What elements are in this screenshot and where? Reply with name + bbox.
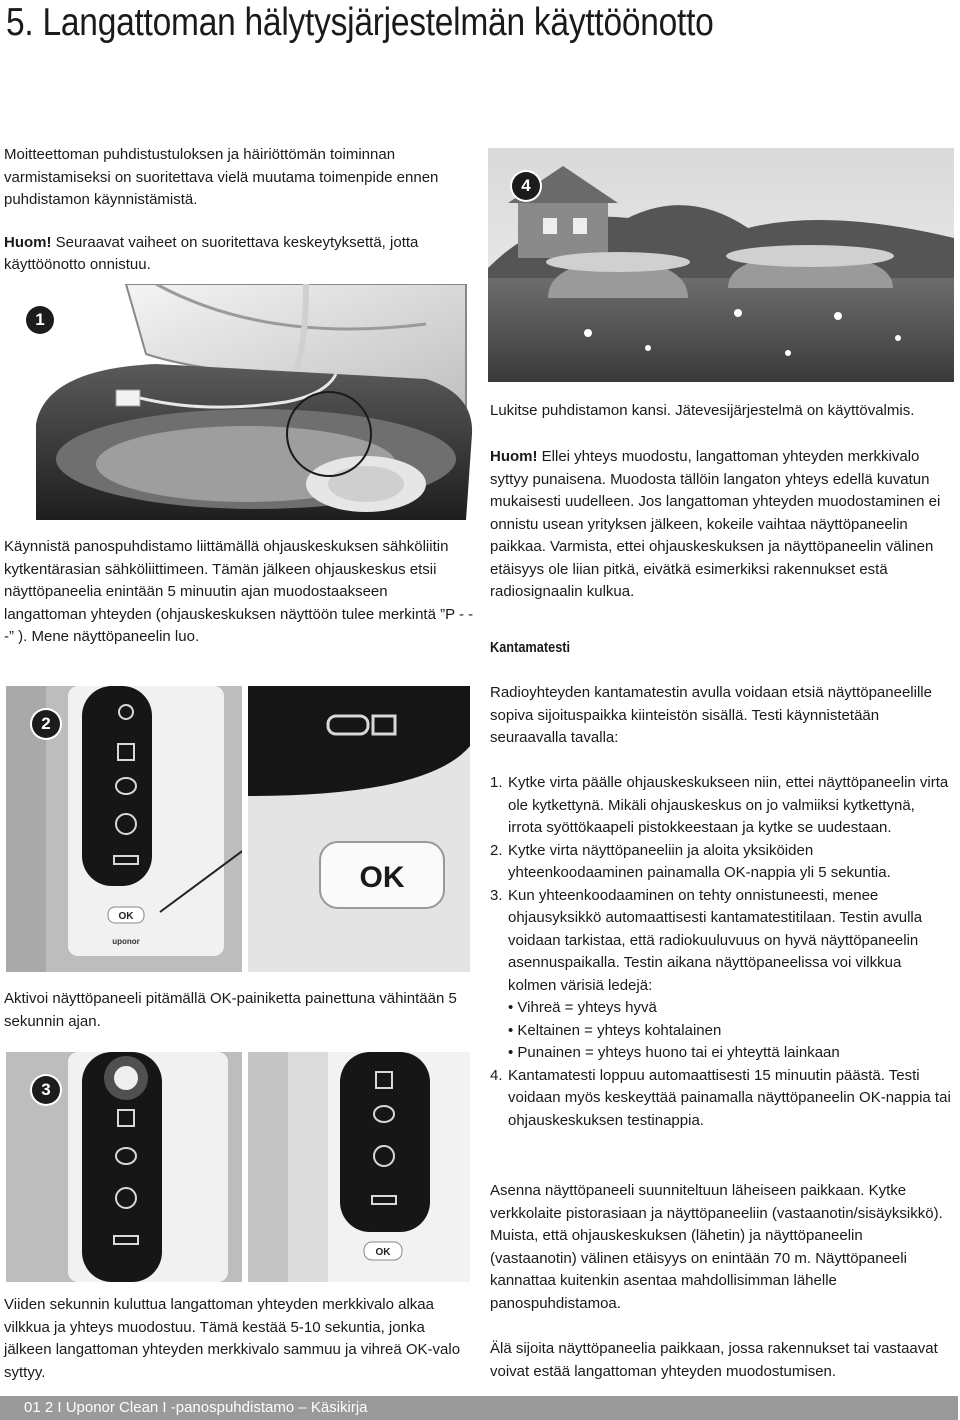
ok-button-large: OK: [359, 861, 405, 894]
step-number: 3.: [490, 886, 503, 904]
step-item: [490, 840, 952, 885]
range-test-heading: Kantamatesti: [490, 639, 571, 656]
step-text: Kytke virta näyttöpaneeliin ja aloita yksiköiden yhteenkoodaaminen painamalla OK-nappia yli 5 sekuntia.: [508, 841, 891, 881]
panel-ok-closeup-illustration: [248, 1052, 470, 1282]
right-note-text: Ellei yhteys muodostu, langattoman yhteyden merkkivalo syttyy punaisena. Muodosta tällöin langaton yhteys edellä kuvatun mukaisesti uudelleen. Jos langattoman yhteyden muodostaminen ei onnistu usean yrityksen jälkeen, kokeile vaihtaa näyttöpaneelin paikkaa. Varmista, ettei ohjauskeskuksen ja näyttöpaneelin välinen etäisyys ole liian pitkä, eivätkä esimerkiksi rakennukset estä radiosignaalin kulkua.: [490, 448, 941, 600]
intro-note: [4, 232, 474, 277]
led-yellow: • Keltainen = yhteys kohtalainen: [508, 1021, 722, 1039]
ok-button-small: OK: [118, 911, 134, 922]
range-test-intro: Radioyhteyden kantamatestin avulla voidaan etsiä näyttöpaneelille sopiva sijoituspaikka kiinteistön sisällä. Testi käynnistetään seuraavalla tavalla:: [490, 684, 932, 746]
install-paragraph: Asenna näyttöpaneeli suunniteltuun läheiseen paikkaan. Kytke verkkolaite pistorasiaan ja näyttöpaneeliin (vastaanotin/sisäyksikkö). Muista, että ohjauskeskuksen (lähetin) ja näyttöpaneelin (vastaanotin) välinen etäisyys on enintään 70 m. Näyttöpaneeli kannattaa kuitenkin asentaa mahdollisimman lähelle panospuhdistamoa.: [490, 1182, 943, 1312]
right-note-label: Huom!: [490, 448, 538, 465]
step-number: 1.: [490, 774, 503, 791]
step3-caption: Viiden sekunnin kuluttua langattoman yhteyden merkkivalo alkaa vilkkua ja yhteys muodostuu. Tämä kestää 5-10 sekuntia, jonka jälkeen langattoman yhteyden merkkivalo sammuu ja vihreä OK-valo syttyy.: [4, 1296, 461, 1381]
ok-closeup-illustration: [248, 686, 470, 972]
note-text: Seuraavat vaiheet on suoritettava keskeytyksettä, jotta käyttöönotto onnistuu.: [4, 233, 419, 273]
control-unit-illustration: [6, 284, 476, 520]
step-number: 2.: [490, 841, 503, 859]
led-green: • Vihreä = yhteys hyvä: [508, 999, 657, 1016]
ok-button-step3: OK: [375, 1247, 391, 1258]
step4-caption: Lukitse puhdistamon kansi. Jätevesijärjestelmä on käyttövalmis.: [490, 402, 915, 419]
step2-caption: Aktivoi näyttöpaneeli pitämällä OK-painiketta painettuna vähintään 5 sekunnin ajan.: [4, 990, 457, 1030]
intro-paragraph: Moitteettoman puhdistustuloksen ja häiriöttömän toiminnan varmistamiseksi on suoritettava vielä muutama toimenpide ennen puhdistamon käynnistämistä.: [4, 146, 439, 208]
step1-caption: Käynnistä panospuhdistamo liittämällä ohjauskeskuksen sähköliitin kytkentärasian sähköliittimeen. Tämän jälkeen ohjauskeskus etsii näyttöpaneelia enintään 5 minuutin ajan muodostaakseen langattoman yhteyden (ohjauskeskuksen näyttöön tulee merkintä ”P - - -” ). Mene näyttöpaneelin luo.: [4, 538, 474, 645]
note-label: Huom!: [4, 233, 52, 251]
step3-badge: 3: [32, 1076, 60, 1104]
step4-badge: 4: [512, 172, 540, 200]
step-text: Kytke virta päälle ohjauskeskukseen niin, ettei näyttöpaneelin virta ole kytkettynä. Mikäli ohjauskeskus on jo valmiiksi kytkettynä, irrota syöttökaapeli pistokkeestaan ja kytke se uudestaan.: [508, 774, 949, 836]
step-item: [490, 772, 952, 840]
step1-photo: [6, 284, 476, 520]
placement-paragraph: Älä sijoita näyttöpaneelia paikkaan, jossa rakennukset tai vastaavat voivat estää langattoman yhteyden muodostumisen.: [490, 1340, 938, 1380]
step2-photo-closeup: [248, 686, 470, 972]
intro-text: [4, 144, 474, 277]
brand-mark: uponor: [112, 937, 140, 946]
step-item: [490, 885, 952, 1065]
step-number: 4.: [490, 1066, 503, 1084]
right-note: [490, 446, 952, 604]
step-text: Kun yhteenkoodaaminen on tehty onnistuneesti, menee ohjausyksikkö automaattisesti kantamatestitilaan. Testin avulla voidaan tarkistaa, että radiokuuluvuus on hyvä näyttöpaneelin asennuspaikalla. Testin aikana näyttöpaneelissa voi vilkkua kolmen värisiä ledejä:: [508, 886, 923, 994]
step2-photo-panel: [6, 686, 242, 972]
step-item: [490, 1065, 952, 1133]
page-title: 5. Langattoman hälytysjärjestelmän käyttöönotto: [6, 1, 714, 44]
range-test-steps: [490, 772, 952, 1132]
lawn-illustration: [488, 148, 954, 382]
step2-badge: 2: [32, 710, 60, 738]
step3-photo-panel: [6, 1052, 242, 1282]
step4-photo: [488, 148, 954, 382]
step3-photo-closeup: [248, 1052, 470, 1282]
step1-badge: 1: [26, 306, 54, 334]
footer-text: 01 2 I Uponor Clean I -panospuhdistamo – Käsikirja: [24, 1399, 368, 1416]
page-footer: [0, 1396, 958, 1420]
step-text: Kantamatesti loppuu automaattisesti 15 minuutin päästä. Testi voidaan myös keskeyttää painamalla näyttöpaneelin OK-nappia tai ohjauskeskuksen testinappia.: [508, 1066, 951, 1129]
led-red: • Punainen = yhteys huono tai ei yhteyttä lainkaan: [508, 1044, 840, 1061]
